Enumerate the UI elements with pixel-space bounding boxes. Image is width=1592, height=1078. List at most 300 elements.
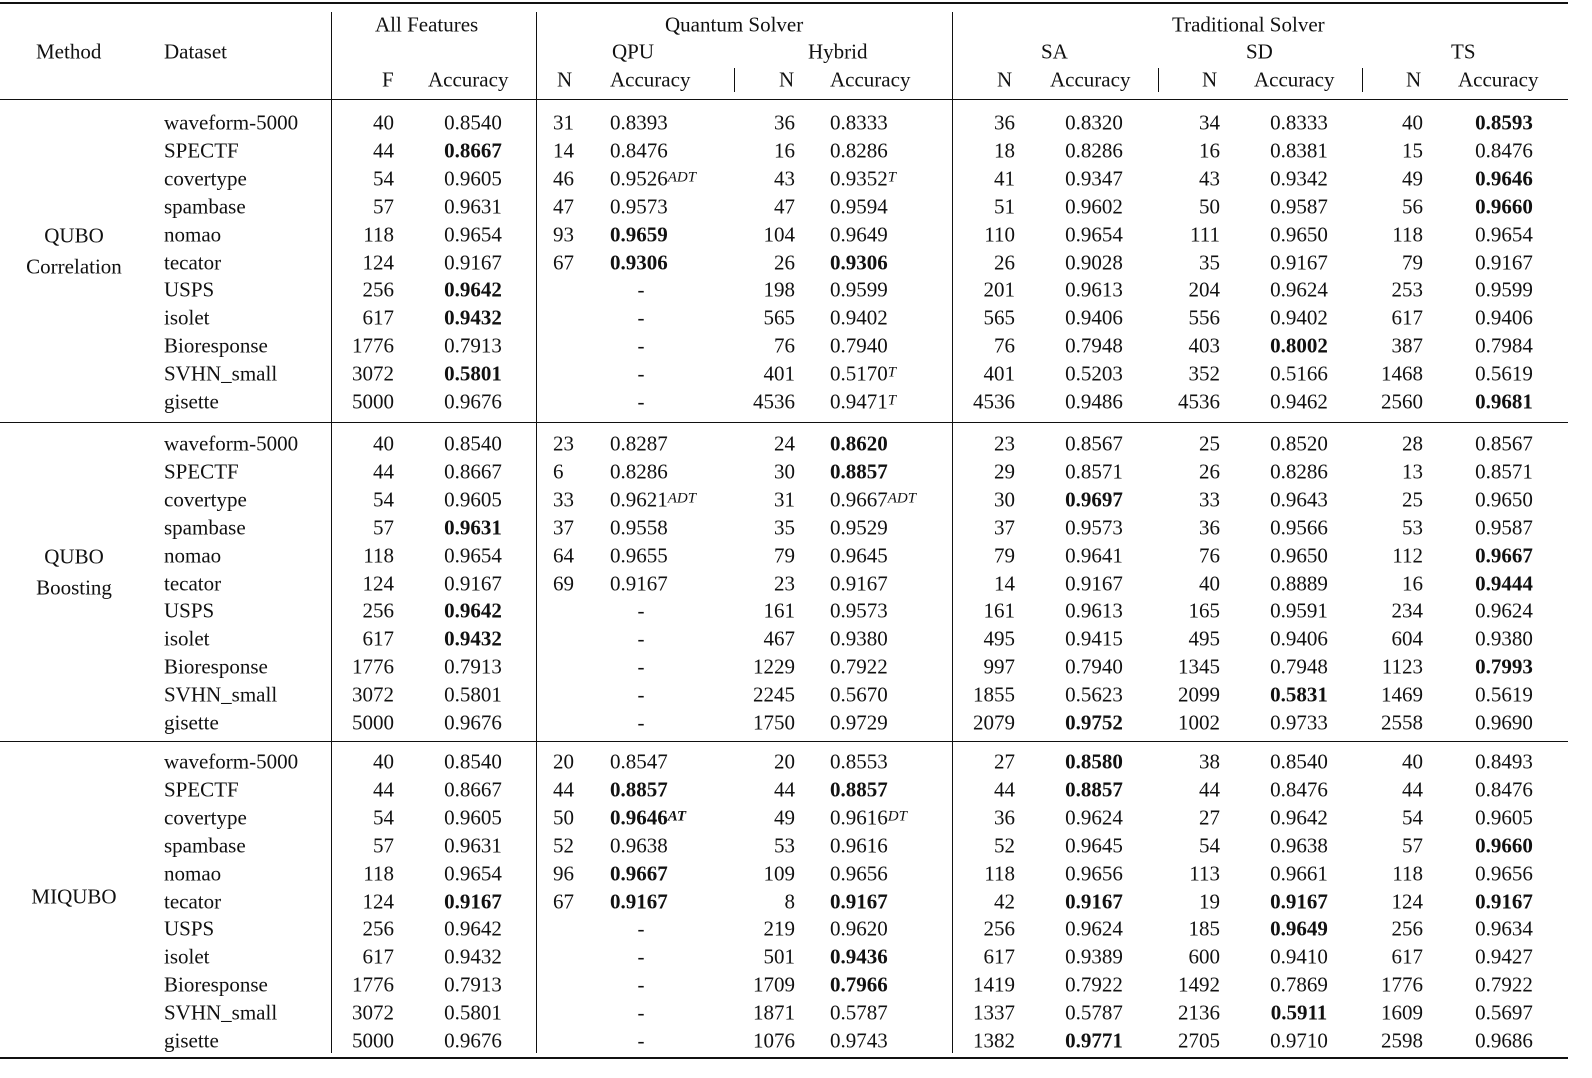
- cell-ts-n: 118: [1392, 222, 1423, 247]
- cell-qpu-n: 96: [553, 861, 574, 886]
- cell-sa-accuracy: 0.9602: [1065, 194, 1123, 219]
- cell-hybrid-accuracy: 0.9380: [830, 626, 888, 651]
- cell-ts-n: 2560: [1381, 389, 1423, 414]
- cell-all-accuracy: 0.8667: [444, 138, 502, 163]
- cell-ts-n: 1609: [1381, 1000, 1423, 1025]
- cell-qpu-n: 14: [553, 138, 574, 163]
- cell-sa-n: 201: [983, 277, 1015, 302]
- cell-sa-n: 36: [994, 110, 1015, 135]
- cell-dataset: spambase: [164, 194, 246, 219]
- cell-hybrid-n: 4536: [753, 389, 795, 414]
- cell-sa-accuracy: 0.5203: [1065, 361, 1123, 386]
- cell-sd-accuracy: 0.9710: [1270, 1028, 1328, 1053]
- cell-dataset: SPECTF: [164, 459, 239, 484]
- cell-sa-accuracy: 0.8571: [1065, 459, 1123, 484]
- method-label: QUBO: [44, 544, 104, 569]
- significance-marker: T: [887, 392, 897, 409]
- cell-hybrid-n: 79: [774, 543, 795, 568]
- cell-ts-accuracy: 0.7984: [1475, 333, 1533, 358]
- cell-hybrid-accuracy: 0.9656: [830, 861, 888, 886]
- cell-hybrid-n: 109: [763, 861, 795, 886]
- cell-sa-n: 617: [983, 944, 1015, 969]
- cell-sa-accuracy: 0.9641: [1065, 543, 1123, 568]
- cell-sa-accuracy: 0.9167: [1065, 571, 1123, 595]
- cell-ts-n: 2558: [1381, 710, 1423, 735]
- cell-all-accuracy: 0.8540: [444, 110, 502, 135]
- cell-f: 617: [362, 944, 394, 969]
- cell-ts-n: 1469: [1381, 682, 1423, 707]
- cell-ts-accuracy: 0.9167: [1475, 889, 1533, 913]
- cell-ts-accuracy: 0.9380: [1475, 626, 1533, 651]
- cell-sd-accuracy: 0.5911: [1270, 1000, 1328, 1025]
- divider-traditional: [952, 12, 953, 1053]
- cell-qpu-n: 20: [553, 749, 574, 774]
- cell-hybrid-n: 43: [774, 166, 795, 191]
- cell-hybrid-accuracy: 0.9599: [830, 277, 888, 302]
- cell-ts-n: 112: [1392, 543, 1423, 568]
- block-rule-2: [0, 741, 1568, 742]
- cell-qpu-accuracy: 0.9638: [610, 833, 668, 858]
- cell-sd-accuracy: 0.9650: [1270, 543, 1328, 568]
- cell-sd-accuracy: 0.5831: [1270, 682, 1328, 707]
- cell-hybrid-accuracy: 0.9616: [830, 833, 888, 858]
- cell-hybrid-n: 1709: [753, 972, 795, 997]
- cell-dataset: nomao: [164, 543, 222, 568]
- cell-sa-n: 14: [994, 571, 1015, 595]
- cell-qpu-accuracy: 0.9659: [610, 222, 668, 247]
- cell-sd-n: 27: [1199, 805, 1220, 830]
- cell-qpu-accuracy: -: [637, 916, 645, 941]
- cell-sd-n: 165: [1188, 598, 1220, 623]
- cell-hybrid-n: 23: [774, 571, 795, 595]
- cell-ts-n: 604: [1391, 626, 1423, 651]
- cell-qpu-n: 50: [553, 805, 574, 830]
- cell-dataset: USPS: [164, 277, 215, 302]
- cell-ts-accuracy: 0.7993: [1475, 654, 1533, 679]
- cell-qpu-accuracy: 0.9167: [610, 571, 668, 595]
- cell-sd-accuracy: 0.8476: [1270, 777, 1328, 802]
- cell-dataset: isolet: [164, 626, 210, 651]
- cell-all-accuracy: 0.9642: [444, 598, 502, 623]
- cell-hybrid-accuracy: 0.7922: [830, 654, 888, 679]
- cell-sa-n: 51: [994, 194, 1015, 219]
- cell-sa-accuracy: 0.9654: [1065, 222, 1123, 247]
- cell-qpu-accuracy: $0.9646^{AT}$: [610, 805, 687, 830]
- cell-sd-accuracy: 0.8002: [1270, 333, 1328, 358]
- cell-ts-n: 256: [1391, 916, 1423, 941]
- cell-qpu-accuracy: 0.8286: [610, 459, 668, 484]
- cell-ts-accuracy: 0.8493: [1475, 749, 1533, 774]
- cell-sa-accuracy: 0.9415: [1065, 626, 1123, 651]
- cell-sd-accuracy: 0.9624: [1270, 277, 1328, 302]
- cell-all-accuracy: 0.8667: [444, 777, 502, 802]
- cell-sd-n: 2099: [1178, 682, 1220, 707]
- cell-hybrid-accuracy: 0.5787: [830, 1000, 888, 1025]
- cell-sa-n: 110: [984, 222, 1015, 247]
- cell-sa-accuracy: 0.9624: [1065, 916, 1123, 941]
- cell-ts-n: 118: [1392, 861, 1423, 886]
- cell-qpu-accuracy: 0.9558: [610, 515, 668, 540]
- cell-sd-accuracy: 0.9167: [1270, 889, 1328, 913]
- cell-sa-n: 1419: [973, 972, 1015, 997]
- cell-f: 124: [362, 889, 394, 913]
- cell-qpu-accuracy: -: [637, 654, 645, 679]
- cell-dataset: covertype: [164, 805, 247, 830]
- cell-sd-n: 4536: [1178, 389, 1220, 414]
- cell-ts-accuracy: 0.9690: [1475, 710, 1533, 735]
- header-ts: TS: [1451, 39, 1476, 64]
- cell-hybrid-accuracy: 0.8333: [830, 110, 888, 135]
- cell-dataset: Bioresponse: [164, 654, 268, 679]
- header-hybrid: Hybrid: [808, 39, 868, 64]
- cell-sa-accuracy: 0.9028: [1065, 250, 1123, 274]
- cell-qpu-n: 31: [553, 110, 574, 135]
- cell-ts-accuracy: 0.9686: [1475, 1028, 1533, 1053]
- cell-hybrid-n: 31: [774, 487, 795, 512]
- cell-sd-n: 113: [1189, 861, 1220, 886]
- cell-sa-accuracy: 0.9613: [1065, 598, 1123, 623]
- cell-f: 256: [362, 598, 394, 623]
- cell-f: 57: [373, 515, 394, 540]
- cell-sa-n: 29: [994, 459, 1015, 484]
- cell-qpu-accuracy: -: [637, 626, 645, 651]
- significance-marker: AT: [667, 808, 687, 825]
- cell-ts-accuracy: 0.9634: [1475, 916, 1533, 941]
- cell-sd-n: 34: [1199, 110, 1220, 135]
- cell-sa-n: 401: [983, 361, 1015, 386]
- cell-f: 3072: [352, 682, 394, 707]
- cell-sa-accuracy: 0.5787: [1065, 1000, 1123, 1025]
- cell-qpu-accuracy: 0.8393: [610, 110, 668, 135]
- cell-f: 118: [363, 222, 394, 247]
- cell-ts-n: 13: [1402, 459, 1423, 484]
- cell-sa-n: 52: [994, 833, 1015, 858]
- cell-sd-n: 26: [1199, 459, 1220, 484]
- cell-sd-accuracy: 0.8889: [1270, 571, 1328, 595]
- cell-ts-accuracy: 0.9646: [1475, 166, 1533, 191]
- cell-dataset: tecator: [164, 250, 222, 274]
- header-accuracy: Accuracy: [830, 67, 911, 92]
- cell-ts-accuracy: 0.9167: [1475, 250, 1533, 274]
- cell-sd-n: 600: [1188, 944, 1220, 969]
- divider-ts: [1362, 68, 1363, 92]
- cell-hybrid-accuracy: 0.9529: [830, 515, 888, 540]
- cell-qpu-accuracy: 0.9667: [610, 861, 668, 886]
- header-n: N: [779, 67, 795, 92]
- cell-sa-n: 41: [994, 166, 1015, 191]
- cell-hybrid-n: 47: [774, 194, 795, 219]
- cell-hybrid-accuracy: 0.9649: [830, 222, 888, 247]
- header-method: Method: [36, 39, 102, 64]
- cell-hybrid-n: 24: [774, 431, 795, 456]
- cell-sa-accuracy: 0.9347: [1065, 166, 1123, 191]
- header-accuracy: Accuracy: [610, 67, 691, 92]
- header-n: N: [557, 67, 573, 92]
- cell-dataset: USPS: [164, 598, 215, 623]
- cell-all-accuracy: 0.9605: [444, 166, 502, 191]
- cell-sa-n: 30: [994, 487, 1015, 512]
- cell-all-accuracy: 0.9631: [444, 515, 502, 540]
- cell-ts-n: 53: [1402, 515, 1423, 540]
- cell-sd-accuracy: 0.9591: [1270, 598, 1328, 623]
- cell-sd-n: 44: [1199, 777, 1220, 802]
- cell-sa-accuracy: 0.8580: [1065, 749, 1123, 774]
- cell-sa-n: 37: [994, 515, 1015, 540]
- cell-sa-accuracy: 0.7948: [1065, 333, 1123, 358]
- cell-sa-n: 495: [983, 626, 1015, 651]
- cell-all-accuracy: 0.9654: [444, 861, 502, 886]
- cell-hybrid-n: 1750: [753, 710, 795, 735]
- cell-all-accuracy: 0.9167: [444, 889, 502, 913]
- cell-hybrid-n: 36: [774, 110, 795, 135]
- cell-hybrid-accuracy: 0.9743: [830, 1028, 888, 1053]
- cell-all-accuracy: 0.9432: [444, 305, 502, 330]
- cell-sd-n: 50: [1199, 194, 1220, 219]
- header-sa: SA: [1041, 39, 1068, 64]
- cell-ts-accuracy: 0.5619: [1475, 682, 1533, 707]
- cell-hybrid-n: 49: [774, 805, 795, 830]
- cell-ts-n: 28: [1402, 431, 1423, 456]
- cell-dataset: isolet: [164, 944, 210, 969]
- cell-f: 617: [362, 305, 394, 330]
- cell-sa-accuracy: 0.8320: [1065, 110, 1123, 135]
- cell-sd-accuracy: 0.9733: [1270, 710, 1328, 735]
- cell-ts-accuracy: 0.9605: [1475, 805, 1533, 830]
- header-sd: SD: [1246, 39, 1273, 64]
- cell-ts-accuracy: 0.8567: [1475, 431, 1533, 456]
- cell-qpu-accuracy: -: [637, 598, 645, 623]
- cell-hybrid-n: 1871: [753, 1000, 795, 1025]
- cell-qpu-n: 6: [553, 459, 564, 484]
- cell-sd-n: 495: [1188, 626, 1220, 651]
- cell-hybrid-accuracy: $0.5170^T$: [830, 361, 897, 386]
- cell-qpu-accuracy: -: [637, 972, 645, 997]
- cell-all-accuracy: 0.9654: [444, 222, 502, 247]
- cell-qpu-accuracy: 0.9655: [610, 543, 668, 568]
- cell-sd-n: 35: [1199, 250, 1220, 274]
- cell-hybrid-accuracy: $0.9616^{DT}$: [830, 805, 907, 830]
- cell-sa-n: 2079: [973, 710, 1015, 735]
- cell-ts-n: 57: [1402, 833, 1423, 858]
- cell-qpu-n: 67: [553, 889, 574, 913]
- cell-hybrid-n: 1229: [753, 654, 795, 679]
- header-rule: [0, 99, 1568, 100]
- cell-ts-n: 44: [1402, 777, 1423, 802]
- cell-hybrid-n: 565: [763, 305, 795, 330]
- cell-ts-accuracy: 0.9650: [1475, 487, 1533, 512]
- cell-sa-accuracy: 0.9613: [1065, 277, 1123, 302]
- cell-sa-n: 1855: [973, 682, 1015, 707]
- cell-sd-n: 204: [1188, 277, 1220, 302]
- cell-qpu-n: 44: [553, 777, 574, 802]
- cell-sa-n: 18: [994, 138, 1015, 163]
- cell-all-accuracy: 0.9676: [444, 710, 502, 735]
- cell-hybrid-n: 501: [763, 944, 795, 969]
- header-accuracy: Accuracy: [428, 67, 509, 92]
- cell-sa-accuracy: 0.9486: [1065, 389, 1123, 414]
- cell-ts-accuracy: 0.9427: [1475, 944, 1533, 969]
- cell-all-accuracy: 0.9167: [444, 571, 502, 595]
- cell-sd-n: 352: [1188, 361, 1220, 386]
- cell-hybrid-n: 53: [774, 833, 795, 858]
- cell-sa-accuracy: 0.9389: [1065, 944, 1123, 969]
- cell-sd-n: 19: [1199, 889, 1220, 913]
- cell-hybrid-n: 20: [774, 749, 795, 774]
- cell-qpu-accuracy: -: [637, 682, 645, 707]
- cell-dataset: SPECTF: [164, 138, 239, 163]
- cell-sa-n: 4536: [973, 389, 1015, 414]
- cell-hybrid-accuracy: 0.9167: [830, 571, 888, 595]
- cell-qpu-accuracy: -: [637, 333, 645, 358]
- cell-sd-n: 43: [1199, 166, 1220, 191]
- cell-hybrid-n: 26: [774, 250, 795, 274]
- cell-dataset: gisette: [164, 389, 219, 414]
- divider-all-features: [331, 12, 332, 1053]
- cell-qpu-accuracy: $0.9621^{ADT}$: [610, 487, 697, 512]
- cell-ts-accuracy: 0.9654: [1475, 222, 1533, 247]
- significance-marker: T: [887, 169, 897, 186]
- cell-sd-n: 2705: [1178, 1028, 1220, 1053]
- cell-f: 40: [373, 431, 394, 456]
- cell-sa-n: 26: [994, 250, 1015, 274]
- cell-hybrid-accuracy: 0.8620: [830, 431, 888, 456]
- cell-qpu-n: 67: [553, 250, 574, 274]
- cell-qpu-n: 47: [553, 194, 574, 219]
- cell-sa-accuracy: 0.5623: [1065, 682, 1123, 707]
- cell-sa-n: 36: [994, 805, 1015, 830]
- cell-sd-n: 403: [1188, 333, 1220, 358]
- cell-sd-accuracy: 0.9462: [1270, 389, 1328, 414]
- cell-dataset: SPECTF: [164, 777, 239, 802]
- cell-f: 3072: [352, 361, 394, 386]
- cell-sd-accuracy: 0.8286: [1270, 459, 1328, 484]
- cell-sd-n: 33: [1199, 487, 1220, 512]
- cell-hybrid-n: 198: [763, 277, 795, 302]
- cell-all-accuracy: 0.8540: [444, 431, 502, 456]
- cell-all-accuracy: 0.9605: [444, 805, 502, 830]
- cell-sa-n: 79: [994, 543, 1015, 568]
- cell-sd-accuracy: 0.7948: [1270, 654, 1328, 679]
- cell-all-accuracy: 0.9631: [444, 833, 502, 858]
- cell-hybrid-n: 401: [763, 361, 795, 386]
- cell-sd-accuracy: 0.9406: [1270, 626, 1328, 651]
- cell-sa-n: 1337: [973, 1000, 1015, 1025]
- header-all-features: All Features: [375, 12, 479, 37]
- cell-f: 118: [363, 861, 394, 886]
- cell-sd-accuracy: 0.9342: [1270, 166, 1328, 191]
- cell-all-accuracy: 0.9605: [444, 487, 502, 512]
- cell-hybrid-n: 104: [763, 222, 795, 247]
- cell-f: 44: [373, 459, 394, 484]
- cell-sd-accuracy: 0.9402: [1270, 305, 1328, 330]
- cell-sd-n: 54: [1199, 833, 1220, 858]
- cell-hybrid-accuracy: 0.9645: [830, 543, 888, 568]
- cell-f: 54: [373, 487, 394, 512]
- cell-hybrid-n: 1076: [753, 1028, 795, 1053]
- cell-qpu-n: 64: [553, 543, 574, 568]
- header-n: N: [1202, 67, 1218, 92]
- cell-ts-accuracy: 0.7922: [1475, 972, 1533, 997]
- cell-hybrid-accuracy: 0.9306: [830, 250, 888, 274]
- cell-qpu-accuracy: 0.8476: [610, 138, 668, 163]
- cell-dataset: tecator: [164, 571, 222, 595]
- cell-f: 256: [362, 277, 394, 302]
- cell-hybrid-n: 2245: [753, 682, 795, 707]
- cell-hybrid-accuracy: 0.5670: [830, 682, 888, 707]
- cell-f: 256: [362, 916, 394, 941]
- cell-ts-accuracy: 0.5697: [1475, 1000, 1533, 1025]
- cell-sd-n: 40: [1199, 571, 1220, 595]
- header-traditional-solver: Traditional Solver: [1172, 12, 1325, 37]
- cell-hybrid-n: 161: [763, 598, 795, 623]
- cell-hybrid-n: 44: [774, 777, 795, 802]
- cell-all-accuracy: 0.9654: [444, 543, 502, 568]
- cell-sd-accuracy: 0.5166: [1270, 361, 1328, 386]
- cell-hybrid-n: 16: [774, 138, 795, 163]
- cell-sa-n: 565: [983, 305, 1015, 330]
- cell-ts-n: 54: [1402, 805, 1423, 830]
- cell-hybrid-accuracy: 0.9573: [830, 598, 888, 623]
- cell-sd-n: 76: [1199, 543, 1220, 568]
- cell-ts-n: 40: [1402, 110, 1423, 135]
- cell-ts-accuracy: 0.9660: [1475, 194, 1533, 219]
- cell-sd-accuracy: 0.9661: [1270, 861, 1328, 886]
- cell-sa-accuracy: 0.9167: [1065, 889, 1123, 913]
- cell-f: 1776: [352, 654, 394, 679]
- top-rule: [0, 2, 1568, 4]
- cell-ts-accuracy: 0.9406: [1475, 305, 1533, 330]
- cell-qpu-accuracy: 0.8547: [610, 749, 668, 774]
- cell-all-accuracy: 0.5801: [444, 361, 502, 386]
- cell-sd-n: 36: [1199, 515, 1220, 540]
- cell-all-accuracy: 0.9642: [444, 277, 502, 302]
- cell-ts-n: 40: [1402, 749, 1423, 774]
- header-accuracy: Accuracy: [1050, 67, 1131, 92]
- cell-qpu-n: 52: [553, 833, 574, 858]
- cell-hybrid-n: 35: [774, 515, 795, 540]
- cell-hybrid-accuracy: $0.9667^{ADT}$: [830, 487, 917, 512]
- cell-sa-accuracy: 0.9752: [1065, 710, 1123, 735]
- cell-qpu-accuracy: -: [637, 710, 645, 735]
- cell-dataset: waveform-5000: [164, 110, 299, 135]
- cell-hybrid-accuracy: 0.9402: [830, 305, 888, 330]
- bottom-rule: [0, 1057, 1568, 1059]
- cell-dataset: nomao: [164, 222, 222, 247]
- cell-hybrid-n: 30: [774, 459, 795, 484]
- cell-sd-accuracy: 0.9566: [1270, 515, 1328, 540]
- cell-qpu-accuracy: -: [637, 1028, 645, 1053]
- cell-sa-accuracy: 0.8567: [1065, 431, 1123, 456]
- cell-ts-n: 1776: [1381, 972, 1423, 997]
- cell-sd-accuracy: 0.9638: [1270, 833, 1328, 858]
- cell-sa-accuracy: 0.9406: [1065, 305, 1123, 330]
- cell-ts-n: 56: [1402, 194, 1423, 219]
- cell-ts-accuracy: 0.8593: [1475, 110, 1533, 135]
- cell-sa-accuracy: 0.9656: [1065, 861, 1123, 886]
- cell-qpu-accuracy: -: [637, 361, 645, 386]
- header-quantum-solver: Quantum Solver: [665, 12, 804, 37]
- cell-ts-accuracy: 0.9624: [1475, 598, 1533, 623]
- cell-ts-accuracy: 0.8571: [1475, 459, 1533, 484]
- cell-hybrid-accuracy: 0.9167: [830, 889, 888, 913]
- cell-sd-accuracy: 0.9642: [1270, 805, 1328, 830]
- cell-f: 124: [362, 250, 394, 274]
- cell-sd-n: 38: [1199, 749, 1220, 774]
- cell-qpu-accuracy: 0.8287: [610, 431, 668, 456]
- cell-f: 57: [373, 194, 394, 219]
- cell-ts-accuracy: 0.9599: [1475, 277, 1533, 302]
- cell-dataset: waveform-5000: [164, 749, 299, 774]
